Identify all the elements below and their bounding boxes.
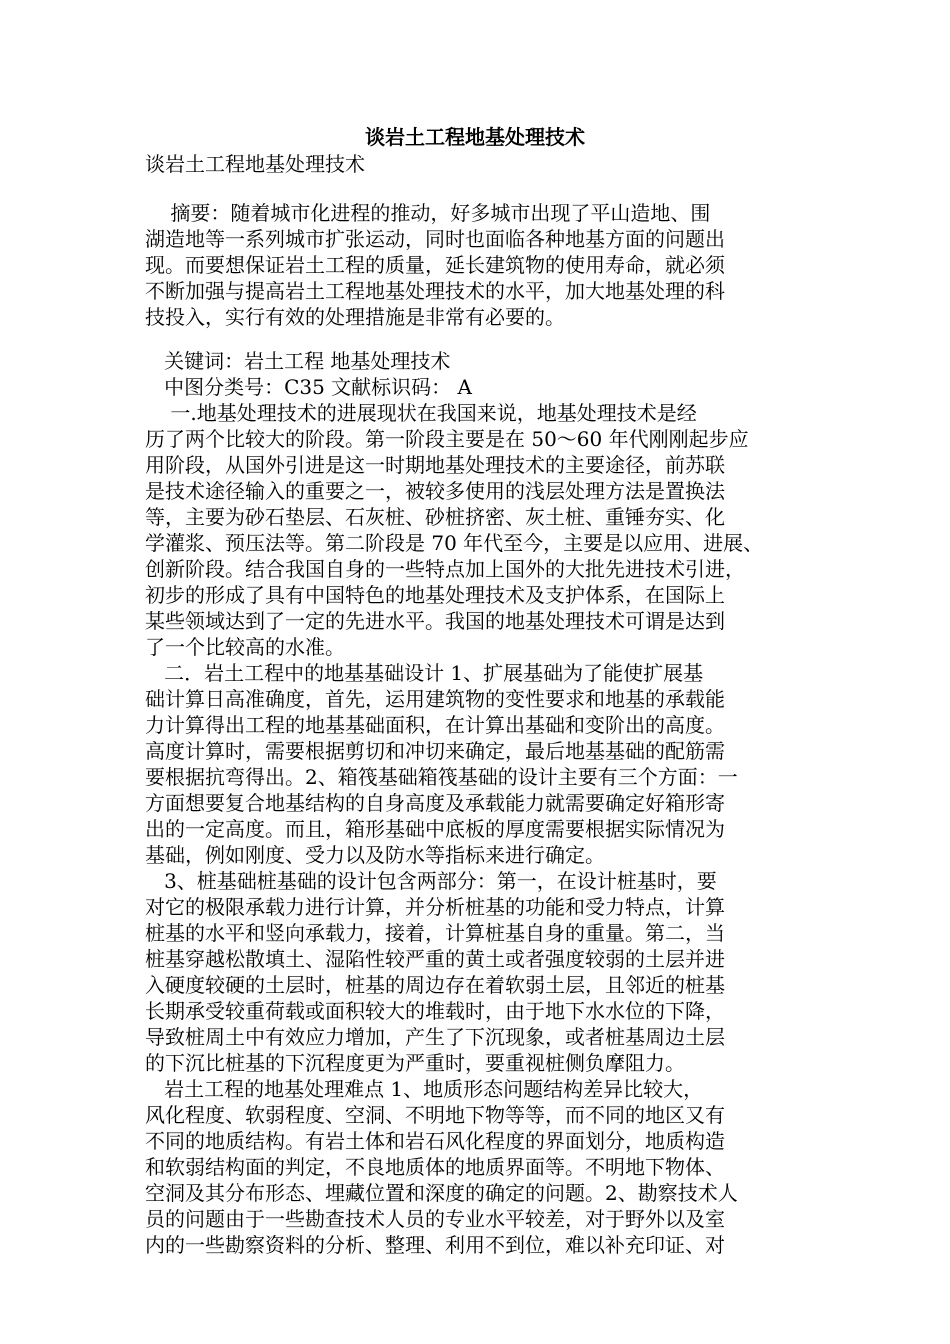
section-2-line: 方面想要复合地基结构的自身高度及承载能力就需要确定好箱形寄: [145, 791, 725, 815]
abstract-line: 现。而要想保证岩土工程的质量，延长建筑物的使用寿命，就必须: [145, 253, 725, 277]
section-4-line: 不同的地质结构。有岩土体和岩石风化程度的界面划分，地质构造: [145, 1129, 725, 1153]
section-1-line: 初步的形成了具有中国特色的地基处理技术及支护体系，在国际上: [145, 583, 725, 607]
abstract-paragraph: [145, 200, 815, 330]
section-1-line: 创新阶段。结合我国自身的一些特点加上国外的大批先进技术引进，: [145, 557, 745, 581]
section-1-line: 用阶段，从国外引进是这一时期地基处理技术的主要途径，前苏联: [145, 453, 725, 477]
keywords-line: 关键词：岩土工程 地基处理技术: [145, 349, 451, 373]
section-2-line: 出的一定高度。而且，箱形基础中底板的厚度需要根据实际情况为: [145, 817, 725, 841]
section-2-line: 础计算日高准确度，首先，运用建筑物的变性要求和地基的承载能: [145, 687, 725, 711]
abstract-line: 摘要：随着城市化进程的推动，好多城市出现了平山造地、围: [145, 201, 711, 225]
section-2-line: 二．岩土工程中的地基基础设计 1、扩展基础为了能使扩展基: [145, 661, 704, 685]
section-3-line: 的下沉比桩基的下沉程度更为严重时，要重视桩侧负摩阻力。: [145, 1051, 685, 1075]
section-4-line: 和软弱结构面的判定，不良地质体的地质界面等。不明地下物体、: [145, 1155, 725, 1179]
section-4-line: 内的一些勘察资料的分析、整理、利用不到位，难以补充印证、对: [145, 1233, 725, 1257]
classification-line: 中图分类号：C35 文献标识码： A: [145, 375, 472, 399]
section-1-line: 了一个比较高的水准。: [145, 635, 345, 659]
section-2-line: 力计算得出工程的地基基础面积，在计算出基础和变阶出的高度。: [145, 713, 725, 737]
section-3-line: 对它的极限承载力进行计算，并分析桩基的功能和受力特点，计算: [145, 895, 725, 919]
section-3-line: 导致桩周土中有效应力增加，产生了下沉现象，或者桩基周边土层: [145, 1025, 725, 1049]
section-2-line: 基础，例如刚度、受力以及防水等指标来进行确定。: [145, 843, 605, 867]
abstract-line: 不断加强与提高岩土工程地基处理技术的水平，加大地基处理的科: [145, 279, 725, 303]
section-1-line: 某些领域达到了一定的先进水平。我国的地基处理技术可谓是达到: [145, 609, 725, 633]
section-3-line: 长期承受较重荷载或面积较大的堆载时，由于地下水水位的下降，: [145, 999, 725, 1023]
section-2-line: 高度计算时，需要根据剪切和冲切来确定，最后地基基础的配筋需: [145, 739, 725, 763]
section-4-line: 空洞及其分布形态、埋藏位置和深度的确定的问题。2、勘察技术人: [145, 1181, 738, 1205]
subtitle-line: 谈岩土工程地基处理技术: [145, 152, 365, 176]
section-1-line: 是技术途径输入的重要之一，被较多使用的浅层处理方法是置换法: [145, 479, 725, 503]
section-4-line: 员的问题由于一些勘查技术人员的专业水平较差，对于野外以及室: [145, 1207, 725, 1231]
section-1-line: 一.地基处理技术的进展现状在我国来说，地基处理技术是经: [145, 401, 697, 425]
section-2-line: 要根据抗弯得出。2、箱筏基础箱筏基础的设计主要有三个方面：一: [145, 765, 738, 789]
section-1-line: 等，主要为砂石垫层、石灰桩、砂桩挤密、灰土桩、重锤夯实、化: [145, 505, 725, 529]
section-1-line: 学灌浆、预压法等。第二阶段是 70 年代至今，主要是以应用、进展、: [145, 531, 764, 555]
body-text-block: [145, 348, 815, 1258]
section-1-line: 历了两个比较大的阶段。第一阶段主要是在 50～60 年代刚刚起步应: [145, 427, 749, 451]
document-subtitle: [145, 151, 815, 177]
abstract-line: 湖造地等一系列城市扩张运动，同时也面临各种地基方面的问题出: [145, 227, 725, 251]
section-3-line: 桩基的水平和竖向承载力，接着，计算桩基自身的重量。第二，当: [145, 921, 725, 945]
document-title: 谈岩土工程地基处理技术: [365, 125, 585, 149]
abstract-line: 技投入，实行有效的处理措施是非常有必要的。: [145, 305, 565, 329]
section-3-line: 桩基穿越松散填土、湿陷性较严重的黄土或者强度较弱的土层并进: [145, 947, 725, 971]
section-4-line: 岩土工程的地基处理难点 1、地质形态问题结构差异比较大，: [145, 1077, 704, 1101]
section-4-line: 风化程度、软弱程度、空洞、不明地下物等等，而不同的地区又有: [145, 1103, 725, 1127]
section-3-line: 入硬度较硬的土层时，桩基的周边存在着软弱土层，且邻近的桩基: [145, 973, 725, 997]
section-3-line: 3、桩基础桩基础的设计包含两部分：第一，在设计桩基时，要: [145, 869, 717, 893]
